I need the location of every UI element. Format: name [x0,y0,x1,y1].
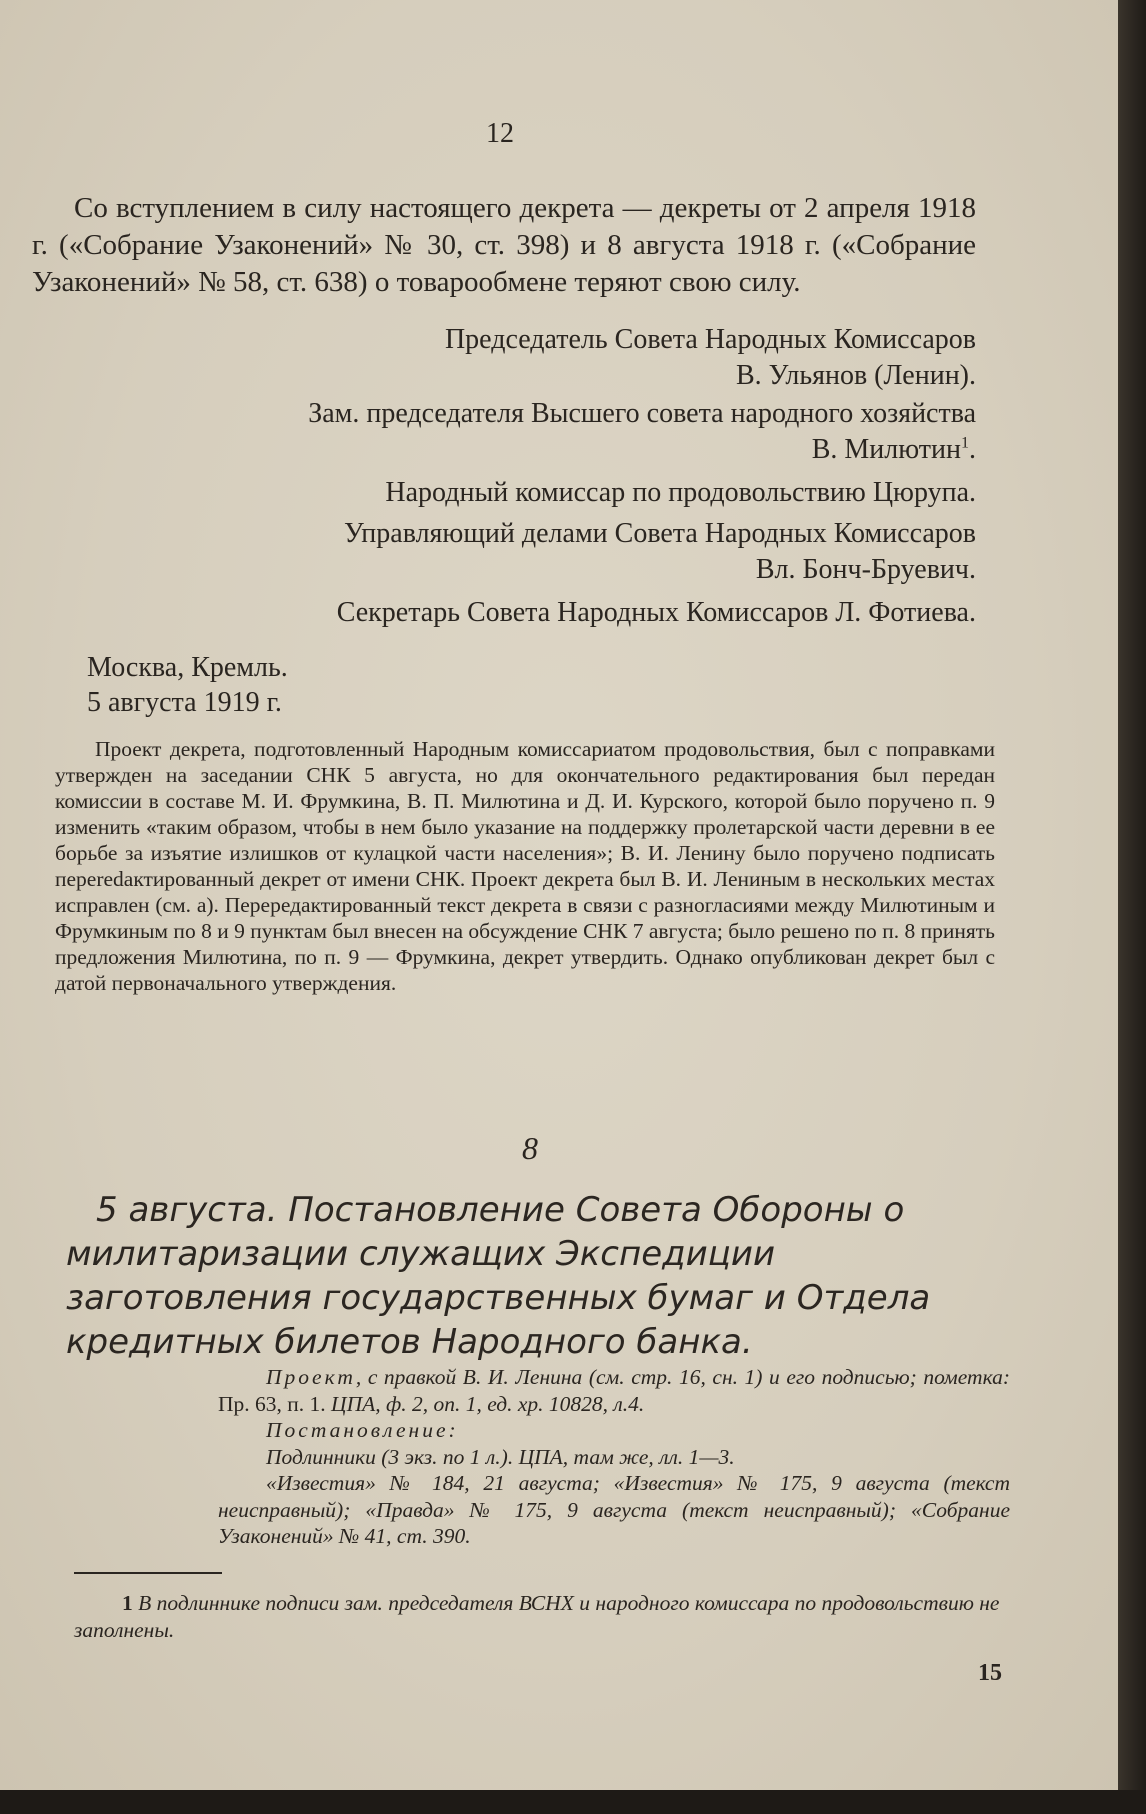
source-originals: Подлинники (3 экз. по 1 л.). ЦПА, там же, лл. 1—3. [266,1444,735,1469]
signature-food-commissar [385,475,976,511]
footnote [74,1590,1018,1644]
source-label: Проект [266,1365,356,1389]
footnote-text: В подлиннике подписи зам. председателя ВСНХ и народного комиссара по продовольствию не заполнены. [74,1591,1000,1642]
book-spine [1118,0,1146,1814]
document-heading: 5 августа. Постановление Совета Обороны о милитаризации служащих Экспедиции заготовления государственных бумаг и Отдела кредитных билетов Народного банка. [66,1190,931,1362]
source-draft: Проект, с правкой В. И. Ленина (см. стр. 16, сн. 1) и его подписью; пометка: Пр. 63, п. 1. ЦПА, ф. 2, оп. 1, ед. хр. 10828, л.4. [218,1365,1010,1416]
page-bottom-edge [0,1790,1146,1814]
top-page-number: 12 [486,118,514,149]
signature-secretary [337,595,976,631]
bottom-page-number: 15 [978,1660,1002,1686]
signature-deputy [308,396,976,468]
date: 5 августа 1919 г. [87,687,282,718]
signature-title: Управляющий делами Совета Народных Комиссаров [343,518,976,549]
footnote-divider [74,1572,222,1574]
footnote-mark: 1 [122,1591,133,1615]
signature-business-manager [344,516,976,588]
signature-name: Вл. Бонч-Бруевич. [755,554,976,585]
intro-paragraph: Со вступлением в силу настоящего декрета — декреты от 2 апреля 1918 г. («Собрание Узаконений» № 30, ст. 398) и 8 августа 1918 г. («Собрание Узаконений» № 58, ст. 638) о товарообмене теряют свою силу. [32,192,976,298]
source-resolution-label: Постановление: [266,1418,459,1442]
signature-title: Зам. председателя Высшего совета народного хозяйства [308,398,976,429]
footnote-reference: 1 [961,434,969,452]
signature-title: Председатель Совета Народных Комиссаров [444,324,976,355]
signature-name-line [308,432,976,468]
place-and-date [87,650,288,720]
sources-block [218,1364,1010,1550]
source-publications: «Известия» № 184, 21 августа; «Известия» № 175, 9 августа (текст неисправный); «Правда» № 175, 9 августа (текст неисправный); «Собрание Узаконений» № 41, ст. 390. [218,1471,1010,1548]
signature-title: Народный комиссар по продовольствию Цюрупа. [385,477,976,508]
signature-name-tail: . [969,434,976,465]
place: Москва, Кремль. [87,652,288,683]
signature-name: В. Ульянов (Ленин). [736,360,976,391]
document-number: 8 [522,1130,538,1166]
editorial-note: Проект декрета, подготовленный Народным комиссариатом продовольствия, был с поправками утвержден на заседании СНК 5 августа, но для окончательного редактирования был передан комиссии в составе М. И. Фрумкина, В. П. Милютина и Д. И. Курского, которой было поручено п. 9 изменить «таким образом, чтобы в нем было указание на поддержку пролетарской части деревни в ее борьбе за изъятие излишков от кулацкой части населения»; В. И. Ленину было поручено подписать переredактированный декрет от имени СНК. Проект декрета был В. И. Лениным в нескольких местах исправлен (см. а). Перередактированный текст декрета в связи с разногласиями между Милютиным и Фрумкиным по 8 и 9 пунктам был внесен на обсуждение СНК 7 августа; было решено по п. 8 принять предложения Милютина, по п. 9 — Фрумкина, декрет утвердить. Однако опубликован декрет был с датой первоначального утверждения. [55,737,995,995]
signature-title: Секретарь Совета Народных Комиссаров Л. Фотиева. [336,597,976,628]
signature-chairman [445,322,976,394]
signature-name: В. Милютин [811,434,961,465]
